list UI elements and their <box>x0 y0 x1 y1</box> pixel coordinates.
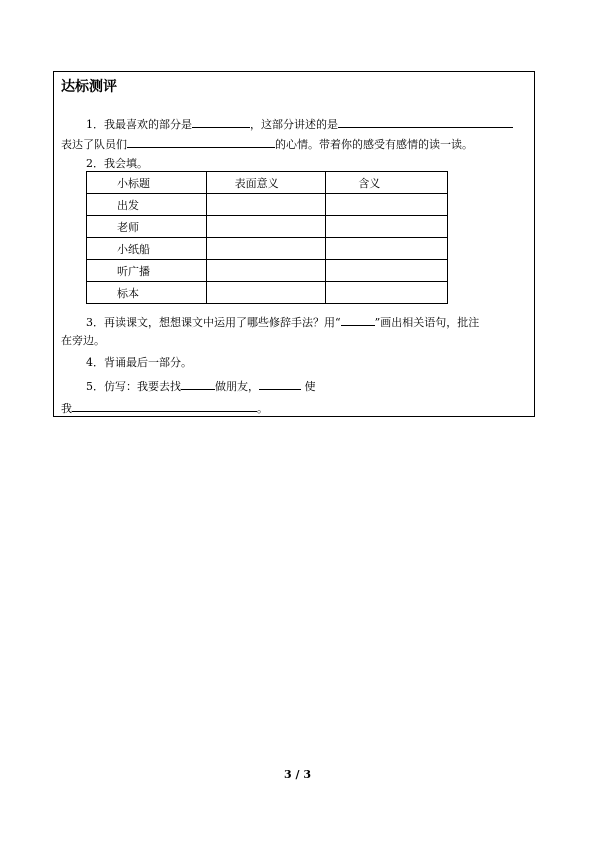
table-cell-surface-meaning[interactable] <box>206 194 326 216</box>
q1-blank-feeling[interactable] <box>127 136 275 148</box>
table-cell-implication[interactable] <box>326 216 448 238</box>
q1-blank-favorite-part[interactable] <box>192 116 250 128</box>
table-cell-subtitle: 标本 <box>87 282 207 304</box>
table-header-cell: 表面意义 <box>206 172 326 194</box>
table-row <box>87 238 448 260</box>
section-title: 达标测评 <box>61 79 117 95</box>
table-cell-implication[interactable] <box>326 260 448 282</box>
table-cell-implication[interactable] <box>326 282 448 304</box>
table-cell-implication[interactable] <box>326 238 448 260</box>
question-2: 2．我会填。 <box>86 157 148 170</box>
q3-text-b: ”画出相关语句，批注 <box>374 316 480 329</box>
table-cell-surface-meaning[interactable] <box>206 216 326 238</box>
q5-blank-friend[interactable] <box>181 378 215 390</box>
table-cell-subtitle: 出发 <box>87 194 207 216</box>
q5-text-c: 使 <box>301 380 316 393</box>
question-1-line-1 <box>86 116 513 132</box>
page-number: 3 / 3 <box>284 768 311 781</box>
q1-text-a: 1．我最喜欢的部分是 <box>86 118 192 131</box>
fill-table <box>86 171 448 304</box>
q1-text-b: ，这部分讲述的是 <box>250 118 338 131</box>
table-cell-surface-meaning[interactable] <box>206 282 326 304</box>
table-header-cell: 含义 <box>326 172 448 194</box>
table-cell-surface-meaning[interactable] <box>206 260 326 282</box>
q1-text-d: 的心情。带着你的感受有感情的读一读。 <box>275 138 473 151</box>
q5-text-b: 做朋友， <box>215 380 259 393</box>
table-row <box>87 194 448 216</box>
q5-blank-result[interactable] <box>72 400 257 412</box>
table-row <box>87 260 448 282</box>
table-row <box>87 216 448 238</box>
question-5-line-2 <box>61 400 268 416</box>
q5-blank-reason[interactable] <box>259 378 301 390</box>
table-row <box>87 282 448 304</box>
question-4: 4．背诵最后一部分。 <box>86 356 192 369</box>
question-3-line-2: 在旁边。 <box>61 334 105 347</box>
question-1-line-2 <box>61 136 473 152</box>
q5-text-a: 5．仿写：我要去找 <box>86 380 181 393</box>
table-cell-subtitle: 老师 <box>87 216 207 238</box>
table-header-row <box>87 172 448 194</box>
question-3-line-1 <box>86 314 479 330</box>
table-cell-subtitle: 听广播 <box>87 260 207 282</box>
q5-text-e: 。 <box>257 402 268 415</box>
table-cell-subtitle: 小纸船 <box>87 238 207 260</box>
q3-underline-sample <box>341 314 375 326</box>
table-cell-surface-meaning[interactable] <box>206 238 326 260</box>
q5-text-d: 我 <box>61 402 72 415</box>
table-header-cell: 小标题 <box>87 172 207 194</box>
q1-text-c: 表达了队员们 <box>61 138 127 151</box>
q1-blank-content[interactable] <box>338 116 513 128</box>
table-cell-implication[interactable] <box>326 194 448 216</box>
question-5-line-1 <box>86 378 316 394</box>
q3-text-a: 3．再读课文，想想课文中运用了哪些修辞手法？用“ <box>86 316 341 329</box>
